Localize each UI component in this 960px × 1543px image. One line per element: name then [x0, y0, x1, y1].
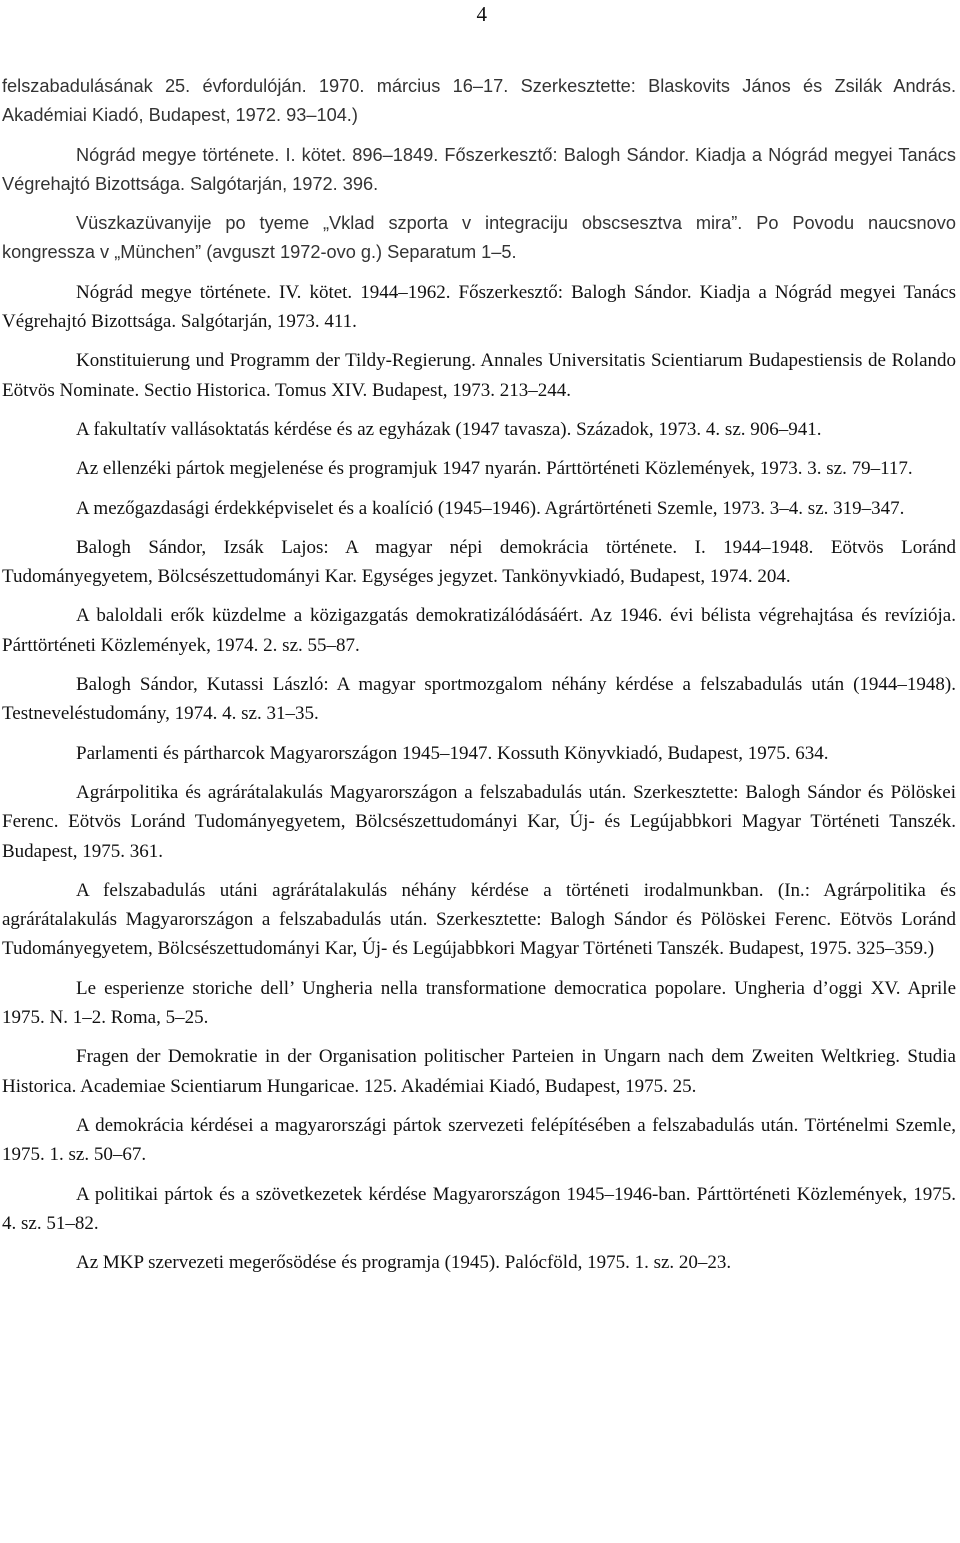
bibliography-entry: A demokrácia kérdései a magyarországi pártok szervezeti felépítésében a felszabadulás után. Történelmi Szemle, 1975. 1. sz. 50–67. [2, 1114, 956, 1166]
bibliography-entry: A fakultatív vallásoktatás kérdése és az egyházak (1947 tavasza). Századok, 1973. 4. sz. 906–941. [76, 418, 822, 440]
page-number: 4 [476, 2, 487, 26]
bibliography-entry: Nógrád megye története. I. kötet. 896–1849. Főszerkesztő: Balogh Sándor. Kiadja a Nógrád megyei Tanács Végrehajtó Bizottsága. Salgótarján, 1972. 396. [2, 144, 956, 194]
bibliography-entry: Parlamenti és pártharcok Magyarországon 1945–1947. Kossuth Könyvkiadó, Budapest, 1975. 634. [76, 742, 829, 764]
bibliography-entry: A politikai pártok és a szövetkezetek kérdése Magyarországon 1945–1946-ban. Párttörténeti Közlemények, 1975. 4. sz. 51–82. [2, 1183, 956, 1234]
bibliography-entry: felszabadulásának 25. évfordulóján. 1970. március 16–17. Szerkesztette: Blaskovits János és Zsilák András. Akadémiai Kiadó, Budapest, 1972. 93–104.) [2, 76, 956, 126]
bibliography-entry: Konstituierung und Programm der Tildy-Regierung. Annales Universitatis Scientiarum Budapestiensis de Rolando Eötvös Nominate. Sectio Historica. Tomus XIV. Budapest, 1973. 213–244. [2, 350, 956, 401]
bibliography-entry: A baloldali erők küzdelme a közigazgatás demokratizálódásáért. Az 1946. évi bélista végrehajtása és revíziója. Párttörténeti Közlemények, 1974. 2. sz. 55–87. [2, 605, 956, 656]
bibliography-entry: Balogh Sándor, Izsák Lajos: A magyar népi demokrácia története. I. 1944–1948. Eötvös Loránd Tudományegyetem, Bölcsészettudományi Kar. Egységes jegyzet. Tankönyvkiadó, Budapest, 1974. 204. [2, 536, 956, 588]
bibliography-entry: A mezőgazdasági érdekképviselet és a koalíció (1945–1946). Agrártörténeti Szemle, 1973. 3–4. sz. 319–347. [76, 497, 905, 519]
bibliography-entry: A felszabadulás utáni agrárátalakulás néhány kérdése a történeti irodalmunkban. (In.: Agrárpolitika és agrárátalakulás Magyarországon a felszabadulás után. Szerkesztette: Balogh Sándor és Pölöskei Ferenc. Eötvös Loránd Tudományegyetem, Bölcsészettudományi Kar, Új- és Legújabbkori Magyar Történeti Tanszék. Budapest, 1975. 325–359.) [2, 879, 956, 960]
bibliography-entry: Fragen der Demokratie in der Organisation politischer Parteien in Ungarn nach dem Zweiten Weltkrieg. Studia Historica. Academiae Scientiarum Hungaricae. 125. Akadémiai Kiadó, Budapest, 1975. 25. [2, 1046, 956, 1097]
bibliography-entry: Balogh Sándor, Kutassi László: A magyar sportmozgalom néhány kérdése a felszabadulás után (1944–1948). Testneveléstudomány, 1974. 4. sz. 31–35. [2, 674, 956, 725]
bibliography-entry: Az ellenzéki pártok megjelenése és programjuk 1947 nyarán. Párttörténeti Közlemények, 1973. 3. sz. 79–117. [76, 458, 913, 480]
bibliography-entry: Vüszkazüvanyije po tyeme „Vklad szporta v integraciju obscsesztva mira”. Po Povodu naucsnovo kongressza v „München” (avguszt 1972-ovo g.) Separatum 1–5. [2, 213, 956, 263]
bibliography-entry: Agrárpolitika és agrárátalakulás Magyarországon a felszabadulás után. Szerkesztette: Balogh Sándor és Pölöskei Ferenc. Eötvös Loránd Tudományegyetem, Bölcsészettudományi Kar, Új- és Legújabbkori Magyar Történeti Tanszék. Budapest, 1975. 361. [2, 781, 956, 862]
bibliography-entry: Nógrád megye története. IV. kötet. 1944–1962. Főszerkesztő: Balogh Sándor. Kiadja a Nógrád megyei Tanács Végrehajtó Bizottsága. Salgótarján, 1973. 411. [2, 281, 956, 333]
bibliography-entry: Le esperienze storiche dell’ Ungheria nella transformatione democratica popolare. Ungheria d’oggi XV. Aprile 1975. N. 1–2. Roma, 5–25. [2, 977, 956, 1029]
bibliography-list [2, 72, 956, 1287]
bibliography-entry: Az MKP szervezeti megerősödése és programja (1945). Palócföld, 1975. 1. sz. 20–23. [76, 1252, 732, 1274]
